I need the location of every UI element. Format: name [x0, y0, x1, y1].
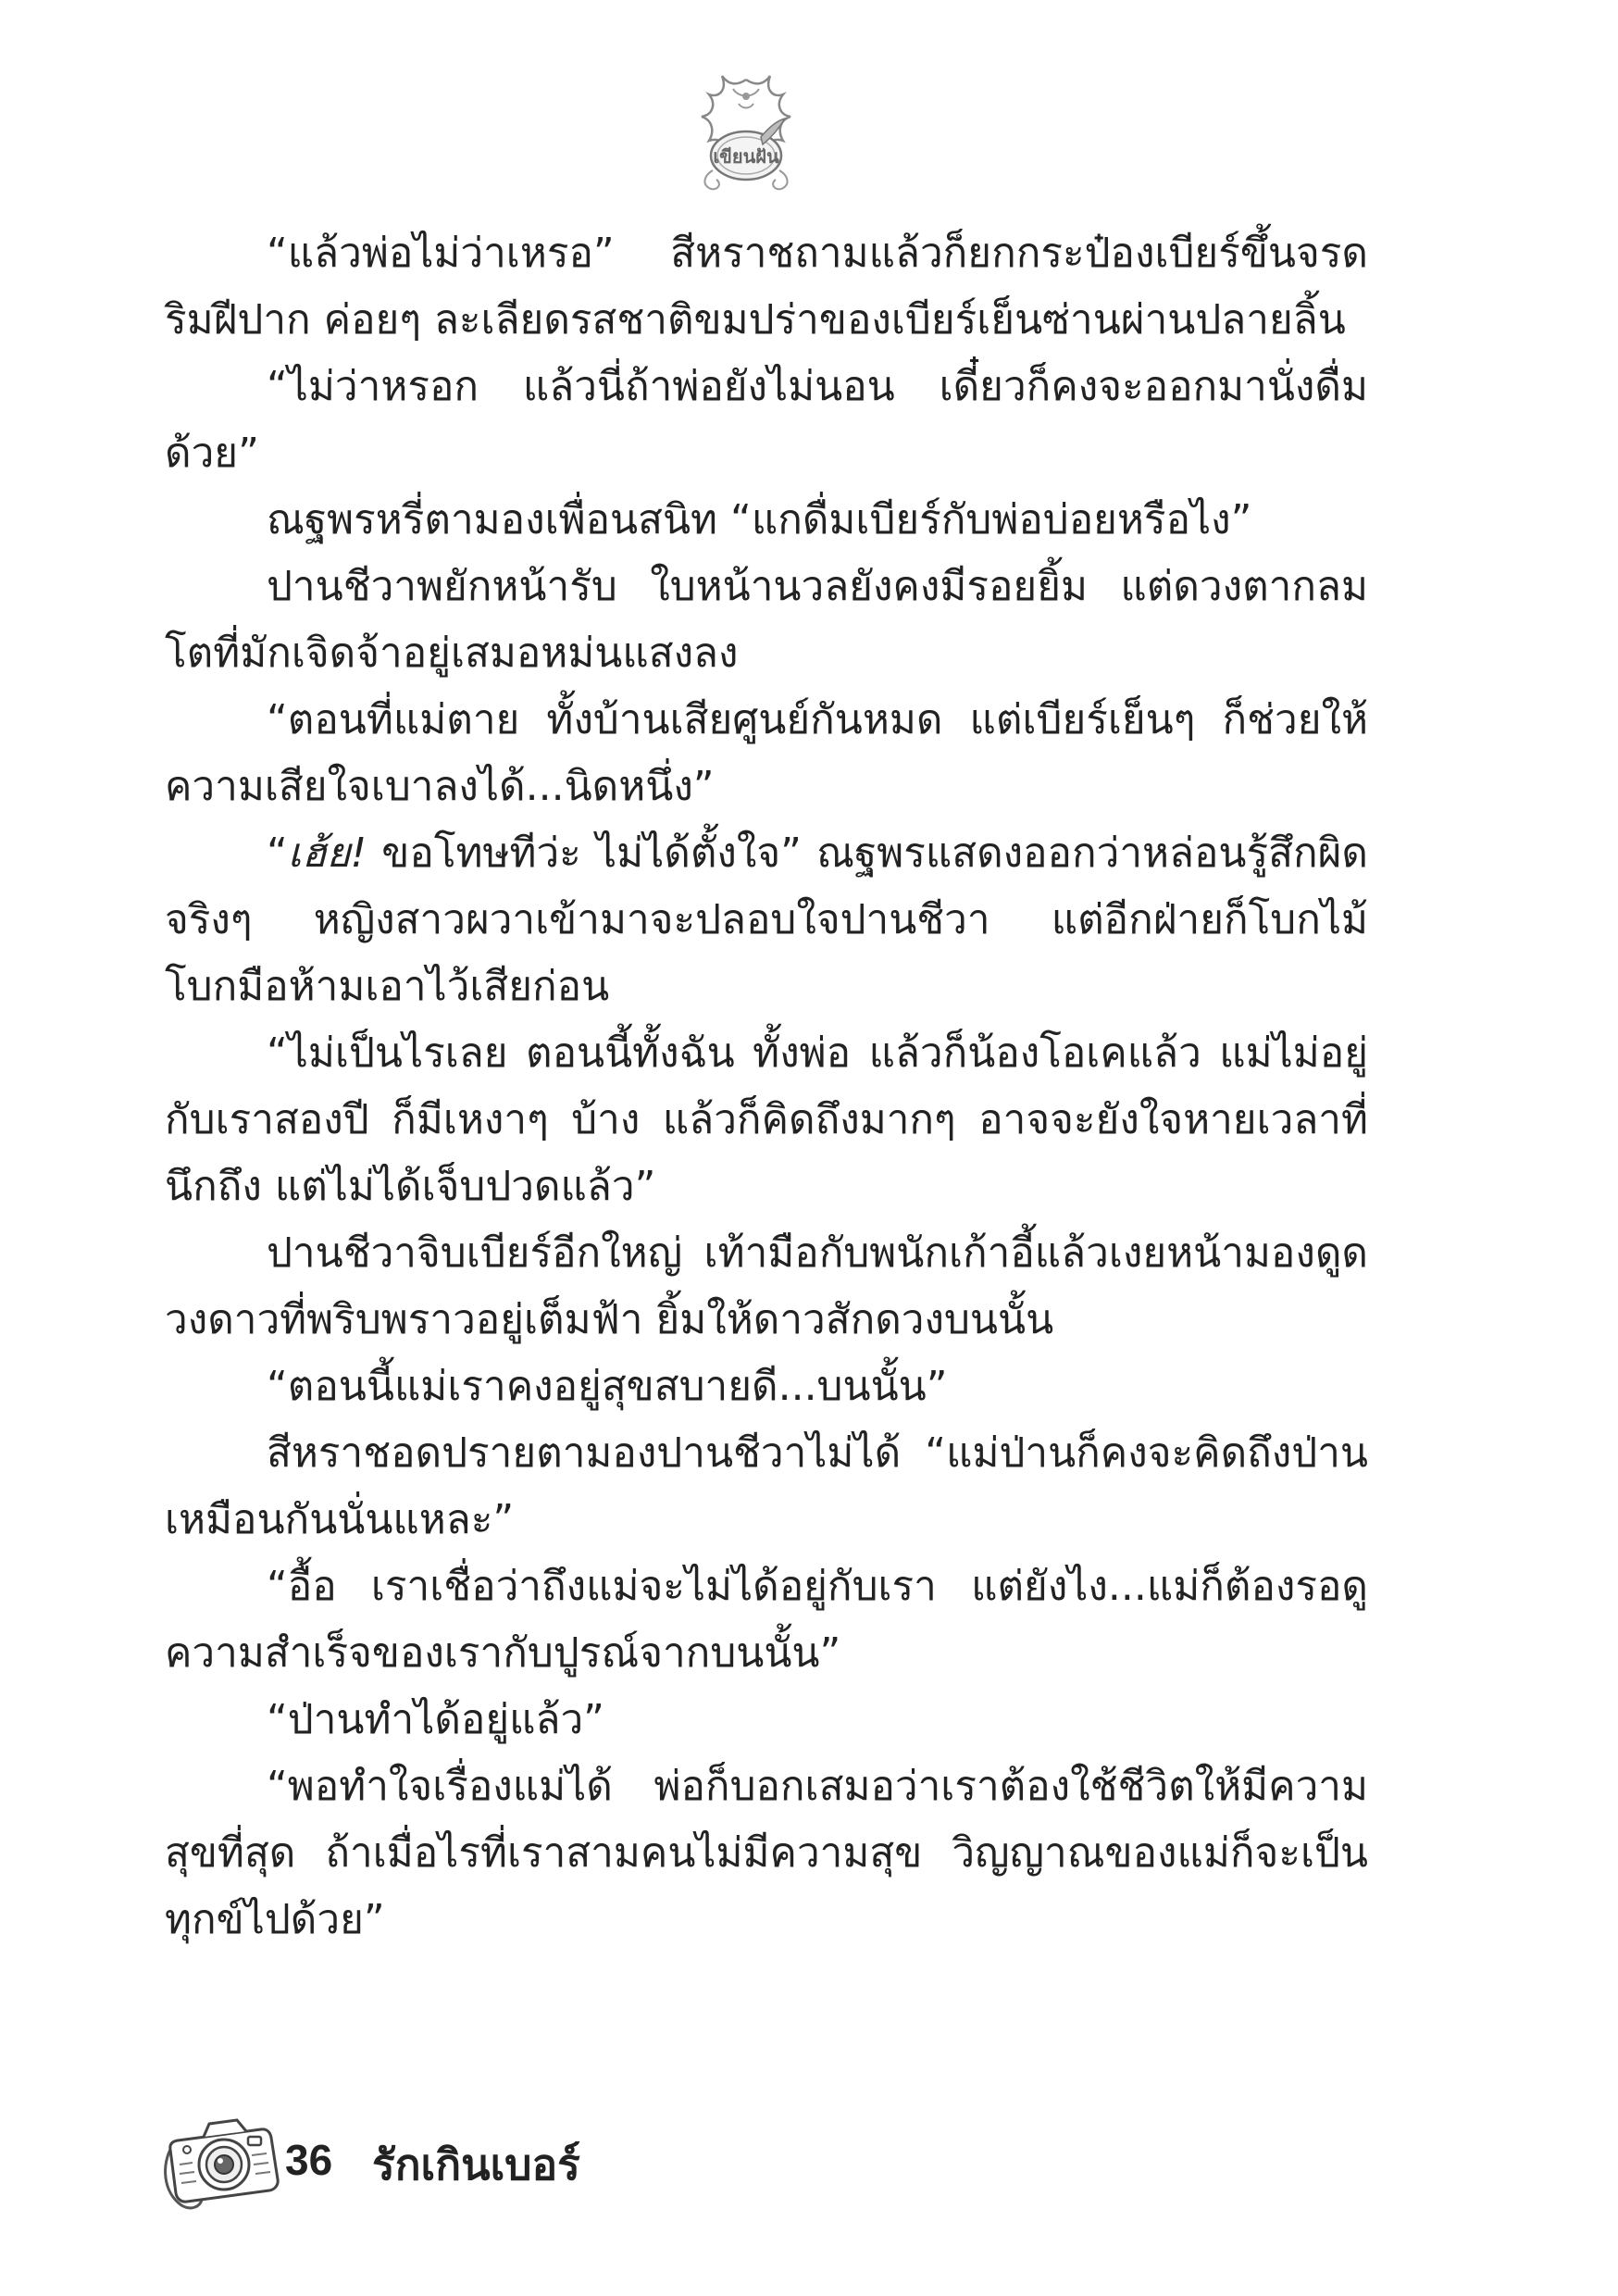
- vintage-camera-icon: [159, 2109, 289, 2211]
- paragraph-3: ณฐพรหรี่ตามองเพื่อนสนิท “แกดื่มเบียร์กับพ่อบ่อยหรือไง”: [267, 496, 1252, 543]
- paragraph-11: “อื้อ เราเชื่อว่าถึงแม่จะไม่ได้อยู่กับเรา แต่ยังไง...แม่ก็ต้องรอดูความสำเร็จของเรากับปูรณ์จากบนนั้น”: [165, 1563, 1368, 1677]
- publisher-logo-svg: [681, 67, 811, 196]
- paragraph-4: ปานชีวาพยักหน้ารับ ใบหน้านวลยังคงมีรอยยิ้ม แต่ดวงตากลมโตที่มักเจิดจ้าอยู่เสมอหม่นแสงลง: [165, 563, 1368, 677]
- paragraph-10: สีหราชอดปรายตามองปานชีวาไม่ได้ “แม่ป่านก็คงจะคิดถึงป่านเหมือนกันนั่นแหละ”: [165, 1429, 1368, 1543]
- paragraph-6-emphasis: เฮ้ย!: [287, 830, 367, 877]
- paragraph-6: [165, 820, 1368, 1020]
- book-title: รักเกินเบอร์: [372, 2140, 580, 2190]
- page-footer: [159, 2109, 992, 2211]
- page-number: 36: [285, 2136, 333, 2184]
- paragraph-7: “ไม่เป็นไรเลย ตอนนี้ทั้งฉัน ทั้งพ่อ แล้วก็น้องโอเคแล้ว แม่ไม่อยู่กับเราสองปี ก็มีเหงาๆ บ้าง แล้วก็คิดถึงมากๆ อาจจะยังใจหายเวลาที่นึกถึง แต่ไม่ได้เจ็บปวดแล้ว”: [165, 1029, 1368, 1210]
- paragraph-1: “แล้วพ่อไม่ว่าเหรอ” สีหราชถามแล้วก็ยกกระป๋องเบียร์ขึ้นจรดริมฝีปาก ค่อยๆ ละเลียดรสชาติขมปร่าของเบียร์เย็นซ่านผ่านปลายลิ้น: [165, 230, 1368, 343]
- ornamental-publisher-logo-icon: [681, 67, 811, 196]
- paragraph-2: “ไม่ว่าหรอก แล้วนี่ถ้าพ่อยังไม่นอน เดี๋ยวก็คงจะออกมานั่งดื่มด้วย”: [165, 363, 1368, 477]
- publisher-logo-text: เขียนฝัน: [713, 145, 779, 168]
- paragraph-13: “พอทำใจเรื่องแม่ได้ พ่อก็บอกเสมอว่าเราต้องใช้ชีวิตให้มีความสุขที่สุด ถ้าเมื่อไรที่เราสามคนไม่มีความสุข วิญญาณของแม่ก็จะเป็นทุกข์ไปด้วย”: [165, 1763, 1368, 1943]
- paragraph-8: ปานชีวาจิบเบียร์อีกใหญ่ เท้ามือกับพนักเก้าอี้แล้วเงยหน้ามองดูดวงดาวที่พริบพราวอยู่เต็มฟ้า ยิ้มให้ดาวสักดวงบนนั้น: [165, 1229, 1368, 1343]
- paragraph-6-open-quote: “: [267, 830, 288, 877]
- paragraph-5: “ตอนที่แม่ตาย ทั้งบ้านเสียศูนย์กันหมด แต่เบียร์เย็นๆ ก็ช่วยให้ความเสียใจเบาลงได้...นิดหนึ่ง”: [165, 696, 1368, 810]
- paragraph-9: “ตอนนี้แม่เราคงอยู่สุขสบายดี...บนนั้น”: [267, 1363, 948, 1410]
- paragraph-6-text: ขอโทษทีว่ะ ไม่ได้ตั้งใจ” ณฐพรแสดงออกว่าหล่อนรู้สึกผิดจริงๆ หญิงสาวผวาเข้ามาจะปลอบใจปานชีวา แต่อีกฝ่ายก็โบกไม้โบกมือห้ามเอาไว้เสียก่อน: [165, 830, 1368, 1010]
- story-text: [165, 220, 1368, 1953]
- paragraph-12: “ป่านทำได้อยู่แล้ว”: [267, 1696, 604, 1743]
